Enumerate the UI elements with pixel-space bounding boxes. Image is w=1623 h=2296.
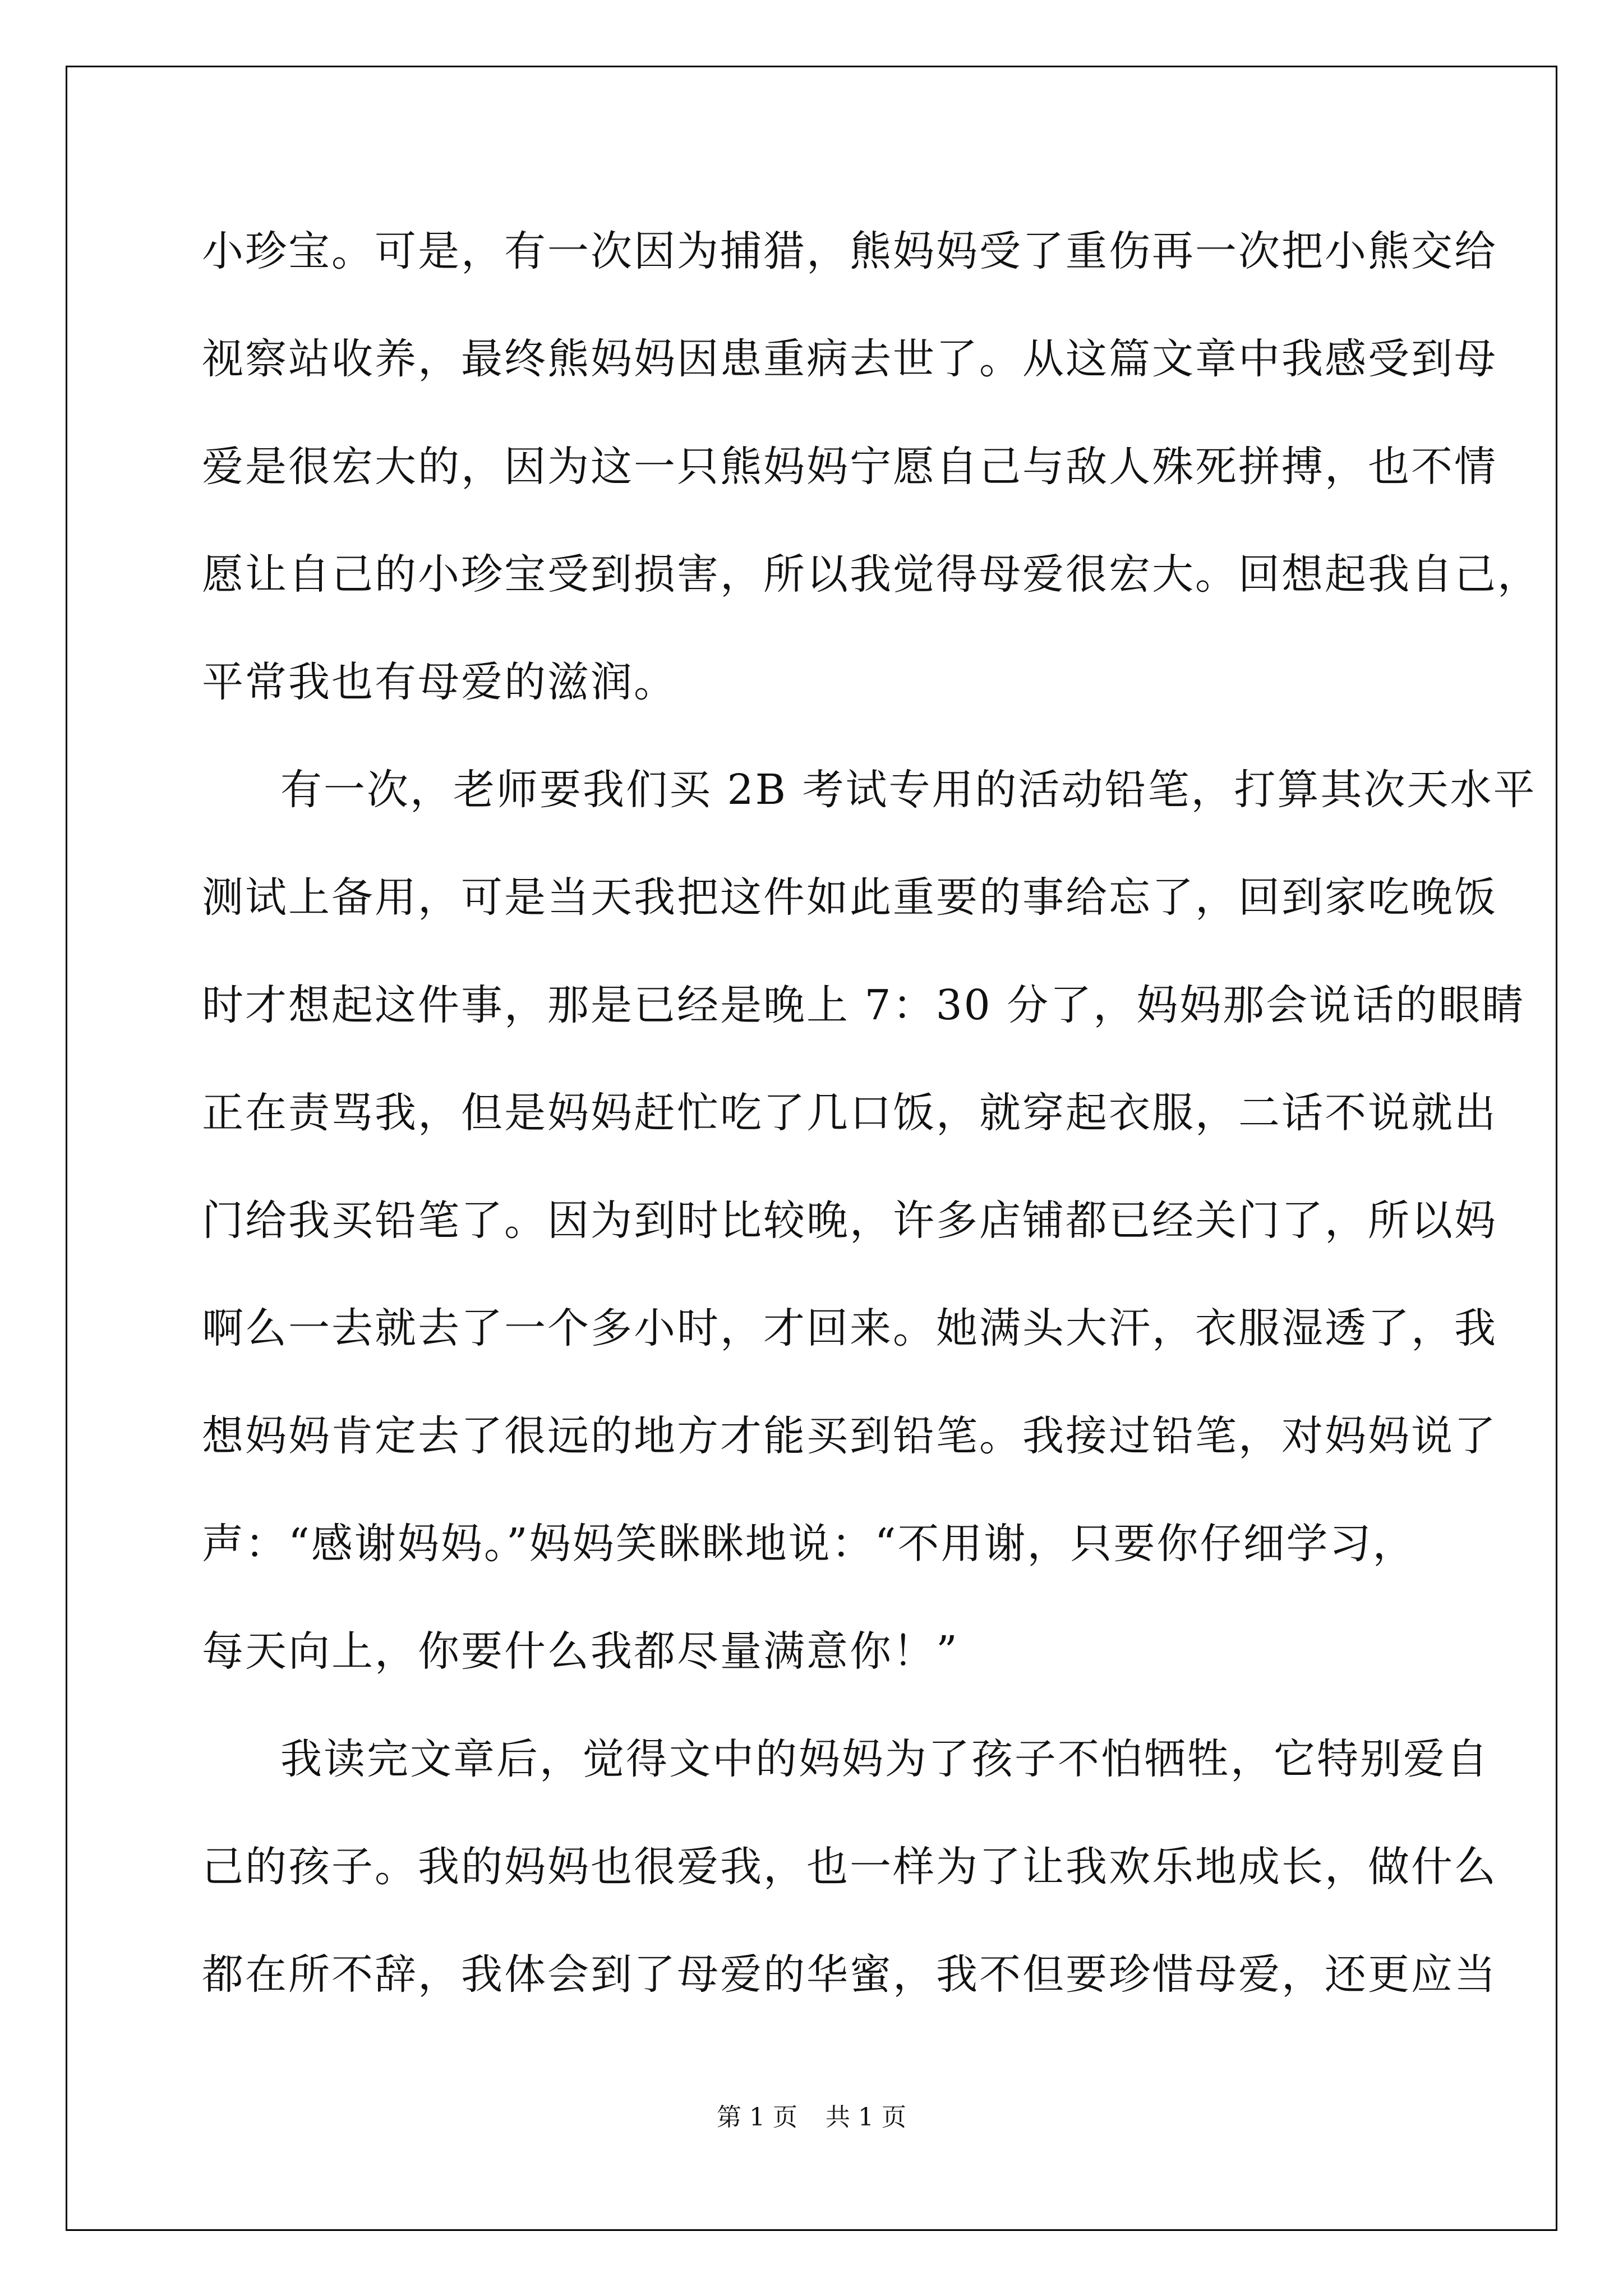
text-line: 想妈妈肯定去了很远的地方才能买到铅笔。我接过铅笔，对妈妈说了 bbox=[202, 1412, 1497, 1460]
text-line: 爱是很宏大的，因为这一只熊妈妈宁愿自己与敌人殊死拼搏，也不情 bbox=[202, 443, 1497, 491]
text-line: 视察站收养，最终熊妈妈因患重病去世了。从这篇文章中我感受到母 bbox=[202, 335, 1497, 383]
text-line: 愿让自己的小珍宝受到损害，所以我觉得母爱很宏大。回想起我自己， bbox=[202, 550, 1541, 599]
text-line: 正在责骂我，但是妈妈赶忙吃了几口饭，就穿起衣服，二话不说就出 bbox=[202, 1089, 1497, 1137]
text-line: 门给我买铅笔了。因为到时比较晚，许多店铺都已经关门了，所以妈 bbox=[202, 1197, 1497, 1245]
text-line: 测试上备用，可是当天我把这件如此重要的事给忘了，回到家吃晚饭 bbox=[202, 873, 1497, 922]
total-pages: 共 1 页 bbox=[826, 2103, 906, 2132]
text-line: 己的孩子。我的妈妈也很爱我，也一样为了让我欢乐地成长，做什么 bbox=[202, 1843, 1497, 1891]
text-line: 小珍宝。可是，有一次因为捕猎，熊妈妈受了重伤再一次把小熊交给 bbox=[202, 227, 1497, 275]
text-line: 我读完文章后，觉得文中的妈妈为了孩子不怕牺牲，它特别爱自 bbox=[280, 1735, 1490, 1783]
text-line: 时才想起这件事，那是已经是晚上 7：30 分了，妈妈那会说话的眼睛 bbox=[202, 981, 1525, 1029]
text-line: 声：“感谢妈妈。”妈妈笑眯眯地说：“不用谢，只要你仔细学习， bbox=[202, 1520, 1416, 1568]
text-line: 每天向上，你要什么我都尽量满意你！” bbox=[202, 1627, 959, 1676]
page-footer bbox=[0, 2101, 1623, 2134]
document-body bbox=[202, 218, 1541, 2049]
text-line: 啊么一去就去了一个多小时，才回来。她满头大汗，衣服湿透了，我 bbox=[202, 1304, 1497, 1352]
text-line: 平常我也有母爱的滋润。 bbox=[202, 658, 677, 706]
text-line: 有一次，老师要我们买 2B 考试专用的活动铅笔，打算其次天水平 bbox=[280, 766, 1537, 814]
text-line: 都在所不辞，我体会到了母爱的华蜜，我不但要珍惜母爱，还更应当 bbox=[202, 1950, 1497, 1999]
page-number: 第 1 页 bbox=[717, 2103, 797, 2132]
